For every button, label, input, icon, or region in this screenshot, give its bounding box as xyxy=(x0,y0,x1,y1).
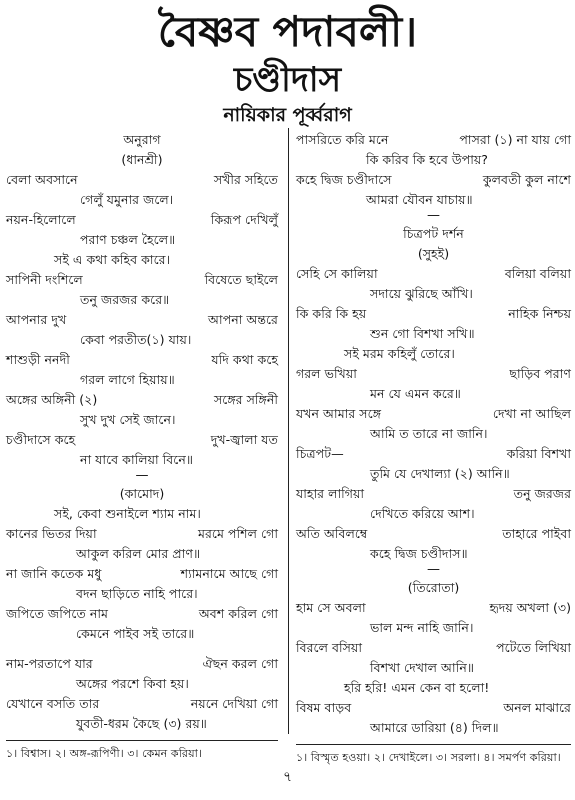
verse-part: ঐছন করল গো xyxy=(202,656,278,671)
verse-line xyxy=(6,330,278,350)
verse-line xyxy=(296,698,571,718)
verse-line xyxy=(6,524,278,544)
verse-part: তাহারে পাইবা xyxy=(502,526,571,541)
verse-part: যেখানে বসতি তার xyxy=(6,696,100,711)
verse-line xyxy=(6,694,278,714)
verse-line xyxy=(296,344,571,364)
verse-line xyxy=(296,424,571,444)
verse-part: কুলবতী কুল নাশে xyxy=(482,172,571,187)
verse-line xyxy=(296,658,571,678)
verse-part: সেহি সে কালিয়া xyxy=(296,266,378,281)
verse-line xyxy=(296,304,571,324)
verse-line xyxy=(6,584,278,604)
verse-line xyxy=(296,190,571,210)
verse-part: পাসরা (১) না যায় গো xyxy=(459,132,571,147)
verse-line xyxy=(6,310,278,330)
verse-line xyxy=(296,598,571,618)
verse-part: যখন আমার সঙ্গে xyxy=(296,406,382,421)
verse-line xyxy=(6,250,278,270)
verse-part: চিত্রপট— xyxy=(296,446,344,461)
verse-line xyxy=(6,270,278,290)
verse-part: সই এ কথা কহিব কারে। xyxy=(54,252,171,267)
verse-part: গেলুঁ যমুনার জলে। xyxy=(80,192,174,207)
verse-line xyxy=(296,284,571,304)
verse-line xyxy=(6,450,278,470)
verse-part: বিশখা দেখাল আনি॥ xyxy=(370,660,474,675)
verse-line xyxy=(296,464,571,484)
verse-line xyxy=(296,504,571,524)
verse-line xyxy=(296,404,571,424)
verse-line xyxy=(6,170,278,190)
verse-part: মন যে এমন করে॥ xyxy=(370,386,461,401)
verse-line xyxy=(296,384,571,404)
verse-line xyxy=(296,130,571,150)
verse-part: তনু জরজর করে॥ xyxy=(80,292,170,307)
verse-line xyxy=(6,430,278,450)
verse-part: বিষেতে ছাইলে xyxy=(204,272,278,287)
verse-part: সাপিনী দংশিলে xyxy=(6,272,83,287)
footnotes: ১। বিস্মৃত হওয়া। ২। দেখাইলে। ৩। সরলা। ৪। সমর্পণ করিয়া। xyxy=(296,751,561,764)
author-heading: চণ্ডীদাস xyxy=(233,60,342,100)
verse-part: হৃদয় অখলা (৩) xyxy=(489,600,571,615)
verse-part: করিয়া বিশখা xyxy=(506,446,571,461)
raga-heading: (ধানশ্রী) xyxy=(121,152,163,167)
verse-part: অঙ্গের পরশে কিবা হয়। xyxy=(76,676,189,691)
verse-line xyxy=(296,618,571,638)
stanza-gap xyxy=(6,644,278,654)
verse-part: আমারে ডারিয়া (৪) দিল॥ xyxy=(370,720,499,735)
separator-dash: — xyxy=(427,562,440,577)
verse-part: অনল মাঝারে xyxy=(503,700,571,715)
left-column xyxy=(6,130,278,762)
verse-line xyxy=(6,674,278,694)
verse-part: কহে দ্বিজ চণ্ডীদাসে xyxy=(296,172,392,187)
verse-part: বেলা অবসানে xyxy=(6,172,78,187)
verse-part: নাম-পরতাপে যার xyxy=(6,656,93,671)
verse-part: নয়নে দেখিয়া গো xyxy=(190,696,278,711)
verse-part: কেমনে পাইব সই তারে॥ xyxy=(76,626,195,641)
verse-part: অঙ্গের অঙ্গিনী (২) xyxy=(6,392,98,407)
verse-line xyxy=(296,444,571,464)
verse-part: দেখা না আছিল xyxy=(492,406,571,421)
verse-line xyxy=(296,150,571,170)
page-number: ৭ xyxy=(282,769,293,785)
verse-line xyxy=(6,504,278,524)
verse-part: সঙ্গের সঙ্গিনী xyxy=(213,392,278,407)
verse-line xyxy=(6,410,278,430)
verse-part: সই মরম কহিলুঁ তোরে। xyxy=(344,346,455,361)
raga-heading: (তিরোতা) xyxy=(407,580,460,595)
verse-part: গরল লাগে হিয়ায়॥ xyxy=(80,372,175,387)
verse-part: বলিয়া বলিয়া xyxy=(504,266,571,281)
verse-part: সুখ দুখ সেই জানে। xyxy=(80,412,176,427)
verse-part: অতি অবিলম্বে xyxy=(296,526,368,541)
verse-line xyxy=(296,484,571,504)
verse-line xyxy=(6,604,278,624)
verse-part: যাহার লাগিয়া xyxy=(296,486,365,501)
verse-part: শুন গো বিশখা সখি॥ xyxy=(370,326,475,341)
verse-line xyxy=(6,390,278,410)
verse-line xyxy=(6,370,278,390)
verse-part: আকুল করিল মোর প্রাণ॥ xyxy=(76,546,201,561)
verse-line xyxy=(6,230,278,250)
verse-part: চণ্ডীদাসে কহে xyxy=(6,432,76,447)
verse-part: দুখ-জ্বালা যত xyxy=(210,432,278,447)
section-heading: নায়িকার পূর্ব্বরাগ xyxy=(223,104,352,126)
verse-part: কি করিব কি হবে উপায়? xyxy=(366,152,488,167)
verse-line xyxy=(6,564,278,584)
verse-part: নয়ন-হিলোলে xyxy=(6,212,76,227)
verse-part: হাম সে অবলা xyxy=(296,600,366,615)
verse-line xyxy=(296,544,571,564)
verse-line xyxy=(6,544,278,564)
separator-dash: — xyxy=(427,208,440,223)
verse-part: হরি হরি! এমন কেন বা হলো! xyxy=(344,680,490,695)
poem-heading: চিত্রপট দর্শন xyxy=(403,226,464,241)
verse-part: কানের ভিতর দিয়া xyxy=(6,526,97,541)
footnote-rule xyxy=(296,744,571,745)
verse-part: পরাণ চঞ্চল হৈলে॥ xyxy=(80,232,176,247)
verse-part: কেবা পরতীত(১) যায়। xyxy=(80,332,192,347)
verse-part: দেখিতে করিয়ে আশ। xyxy=(370,506,475,521)
verse-part: আমরা যৌবন যাচায়॥ xyxy=(366,192,473,207)
column-divider xyxy=(288,128,289,734)
right-column xyxy=(296,130,571,766)
verse-part: যদি কথা কহে xyxy=(211,352,278,367)
verse-line xyxy=(296,718,571,738)
verse-line xyxy=(6,190,278,210)
verse-line xyxy=(6,210,278,230)
verse-part: বদন ছাড়িতে নাহি পারে। xyxy=(76,586,198,601)
verse-part: না জানি কতেক মধু xyxy=(6,566,102,581)
verse-part: ভাল মন্দ নাহি জানি। xyxy=(370,620,474,635)
verse-part: শাশুড়ী ননদী xyxy=(6,352,70,367)
verse-line xyxy=(296,524,571,544)
verse-part: তুমি যে দেখাল্যা (২) আনি॥ xyxy=(370,466,510,481)
page-title: বৈষ্ণব পদাবলী। xyxy=(157,7,418,56)
verse-part: মরমে পশিল গো xyxy=(198,526,278,541)
verse-part: নাহিক নিশ্চয় xyxy=(508,306,571,321)
footnotes: ১। বিশ্বাস। ২। অঙ্গ-রূপিণী। ৩। কেমন করিয়া। xyxy=(6,747,202,760)
verse-line xyxy=(6,654,278,674)
verse-part: পাসরিতে করি মনে xyxy=(296,132,389,147)
footnote-rule xyxy=(6,740,278,741)
verse-part: গরল ভখিয়া xyxy=(296,366,357,381)
verse-line xyxy=(6,290,278,310)
raga-heading: (সুহই) xyxy=(417,246,450,261)
verse-part: কহে দ্বিজ চণ্ডীদাস॥ xyxy=(370,546,468,561)
verse-line xyxy=(6,714,278,734)
verse-part: ছাড়িব পরাণ xyxy=(509,366,571,381)
verse-part: জপিতে জপিতে নাম xyxy=(6,606,109,621)
verse-part: কিরূপ দেখিলুঁ xyxy=(210,212,278,227)
verse-part: কি করি কি হয় xyxy=(296,306,367,321)
verse-part: আপনা অন্তরে xyxy=(208,312,278,327)
verse-line xyxy=(296,678,571,698)
verse-part: বিরলে বসিয়া xyxy=(296,640,362,655)
verse-part: সদায়ে ঝুরিছে আঁখি। xyxy=(370,286,473,301)
raga-heading: (কামোদ) xyxy=(119,486,165,501)
poem-heading: অনুরাগ xyxy=(123,132,161,147)
verse-part: শ্যামনামে আছে গো xyxy=(180,566,278,581)
verse-part: আমি ত তারে না জানি। xyxy=(370,426,488,441)
verse-part: সখীর সহিতে xyxy=(213,172,278,187)
verse-line xyxy=(6,624,278,644)
verse-line xyxy=(296,364,571,384)
verse-part: আপনার দুখ xyxy=(6,312,67,327)
verse-part: অবশ করিল গো xyxy=(198,606,278,621)
verse-part: তনু জরজর xyxy=(513,486,571,501)
verse-part: যুবতী-ধরম কৈছে (৩) রয়॥ xyxy=(76,716,207,731)
verse-part: বিষম বাড়ব xyxy=(296,700,352,715)
verse-line xyxy=(296,638,571,658)
verse-part: সই, কেবা শুনাইলে শ্যাম নাম। xyxy=(54,506,201,521)
verse-line xyxy=(6,350,278,370)
verse-line xyxy=(296,264,571,284)
verse-line xyxy=(296,170,571,190)
verse-part: না যাবে কালিয়া বিনে॥ xyxy=(80,452,193,467)
verse-part: পটেতে লিখিয়া xyxy=(496,640,571,655)
separator-dash: — xyxy=(135,468,149,483)
verse-line xyxy=(296,324,571,344)
